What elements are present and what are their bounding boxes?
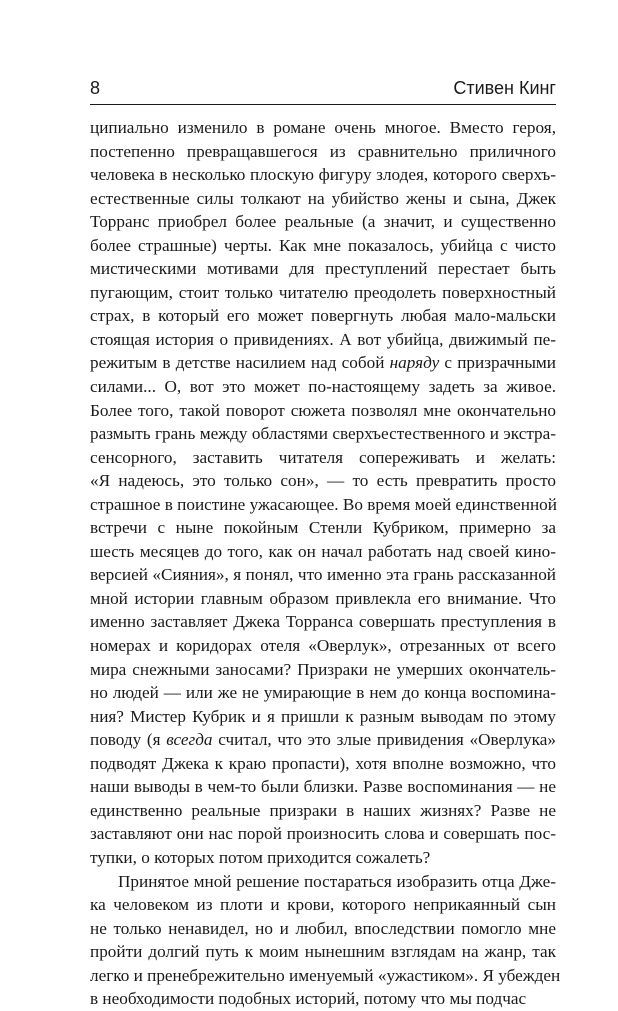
text-line xyxy=(90,187,556,211)
text-run: Более того, такой поворот сюжета позволял мне окончательно xyxy=(90,400,556,420)
text-line xyxy=(90,304,556,328)
text-run: но людей — или же не умирающие в нем до конца воспомина- xyxy=(90,683,556,703)
text-run: постепенно превращавшегося из сравнительно приличного xyxy=(90,141,556,161)
text-line xyxy=(90,210,556,234)
text-line xyxy=(90,540,556,564)
text-line xyxy=(90,375,556,399)
text-line xyxy=(90,752,556,776)
emphasis-text: наряду xyxy=(389,353,440,373)
text-line xyxy=(90,775,556,799)
text-run: страх, в который его может повергнуть любая мало-мальски xyxy=(90,306,556,326)
text-run: размыть грань между областями сверхъестественного и экстра- xyxy=(90,424,556,444)
text-run: естественные силы толкают на убийство жены и сына, Джек xyxy=(90,188,556,208)
text-run: режитым в детстве насилием над собой xyxy=(90,353,390,373)
text-run: ния? Мистер Кубрик и я пришли к разным выводам по этому xyxy=(90,706,556,726)
text-run: ципиально изменило в романе очень многое. Вместо героя, xyxy=(90,118,556,137)
text-run: сенсорного, заставить читателя сопереживать и желать: xyxy=(90,447,556,467)
text-run: тупки, о которых потом приходится сожалеть? xyxy=(90,847,431,867)
text-line xyxy=(90,281,556,305)
text-line xyxy=(90,799,556,823)
emphasis-text: всегда xyxy=(166,730,213,750)
text-line xyxy=(90,728,556,752)
paragraph xyxy=(90,870,561,1011)
paragraph xyxy=(90,116,556,870)
text-run: пугающим, стоит только читателю преодолеть поверхностный xyxy=(90,282,556,302)
text-run: номерах и коридорах отеля «Оверлук», отрезанных от всего xyxy=(90,636,556,656)
text-run: человека в несколько плоскую фигуру злодея, которого сверхъ- xyxy=(90,165,556,185)
text-line xyxy=(90,822,556,846)
text-run: силами... О, вот это может по-настоящему задеть за живое. xyxy=(90,377,556,397)
text-line xyxy=(90,351,556,375)
text-line xyxy=(90,634,556,658)
text-line xyxy=(90,987,556,1011)
text-run: встречи с ныне покойным Стенли Кубриком, примерно за xyxy=(90,518,556,538)
text-run: страшное в поистине ужасающее. Во время моей единственной xyxy=(90,494,557,514)
text-run: считал, что это злые привидения «Оверлука» xyxy=(212,730,556,750)
text-line xyxy=(90,658,556,682)
text-run: поводу (я xyxy=(90,730,167,750)
text-line xyxy=(90,516,556,540)
text-line xyxy=(90,234,556,258)
text-line xyxy=(90,893,556,917)
text-run: подводят Джека к краю пропасти), хотя вполне возможно, что xyxy=(90,753,556,773)
running-header xyxy=(90,78,556,104)
text-run: стоящая история о привидениях. А вот убийца, движимый пе- xyxy=(90,329,556,349)
text-line xyxy=(90,469,556,493)
text-line xyxy=(90,870,556,894)
text-run: с призрачными xyxy=(439,353,556,373)
text-run: легко и пренебрежительно именуемый «ужастиком». Я убежден xyxy=(90,965,561,985)
text-run: Принятое мной решение постараться изобразить отца Дже- xyxy=(118,871,556,891)
text-line xyxy=(90,328,556,352)
text-run: в необходимости подобных историй, потому что мы подчас xyxy=(90,989,527,1009)
text-line xyxy=(90,257,556,281)
text-line xyxy=(90,610,556,634)
text-line xyxy=(90,116,556,140)
text-run: мистическими мотивами для преступлений перестает быть xyxy=(90,259,556,279)
text-run: Торранс приобрел более реальные (а значит, и существенно xyxy=(90,212,556,232)
text-run: не только ненавидел, но и любил, впоследствии помогло мне xyxy=(90,918,556,938)
text-run: мной истории главным образом привлекла его внимание. Что xyxy=(90,588,556,608)
text-run: версией «Сияния», я понял, что именно эта грань рассказанной xyxy=(90,565,556,585)
header-rule xyxy=(90,104,556,105)
text-line xyxy=(90,705,556,729)
text-run: более страшные) черты. Как мне показалось, убийца с чисто xyxy=(90,235,556,255)
text-run: мира снежными заносами? Призраки не умерших окончатель- xyxy=(90,659,556,679)
text-run: шесть месяцев до того, как он начал работать над своей кино- xyxy=(90,541,556,561)
text-line xyxy=(90,681,556,705)
text-line xyxy=(90,399,556,423)
text-line xyxy=(90,563,556,587)
text-line xyxy=(90,422,556,446)
text-line xyxy=(90,846,556,870)
running-title: Стивен Кинг xyxy=(453,78,556,98)
body-text xyxy=(90,116,561,1011)
text-run: именно заставляет Джека Торранса совершать преступления в xyxy=(90,612,556,632)
text-run: ка человеком из плоти и крови, которого неприкаянный сын xyxy=(90,895,556,915)
text-line xyxy=(90,493,556,517)
text-run: заставляют они нас порой произносить слова и совершать пос- xyxy=(90,824,556,844)
text-run: пройти долгий путь к моим нынешним взглядам на жанр, так xyxy=(90,942,556,962)
text-line xyxy=(90,163,556,187)
text-run: наши выводы в чем-то были близки. Разве воспоминания — не xyxy=(90,777,556,797)
text-run: единственно реальные призраки в наших жизнях? Разве не xyxy=(90,800,556,820)
text-line xyxy=(90,964,561,988)
text-line xyxy=(90,940,556,964)
page-number: 8 xyxy=(90,78,101,98)
text-run: «Я надеюсь, это только сон», — то есть превратить просто xyxy=(90,471,556,491)
text-line xyxy=(90,917,556,941)
text-line xyxy=(90,446,556,470)
text-line xyxy=(90,140,556,164)
text-line xyxy=(90,587,556,611)
